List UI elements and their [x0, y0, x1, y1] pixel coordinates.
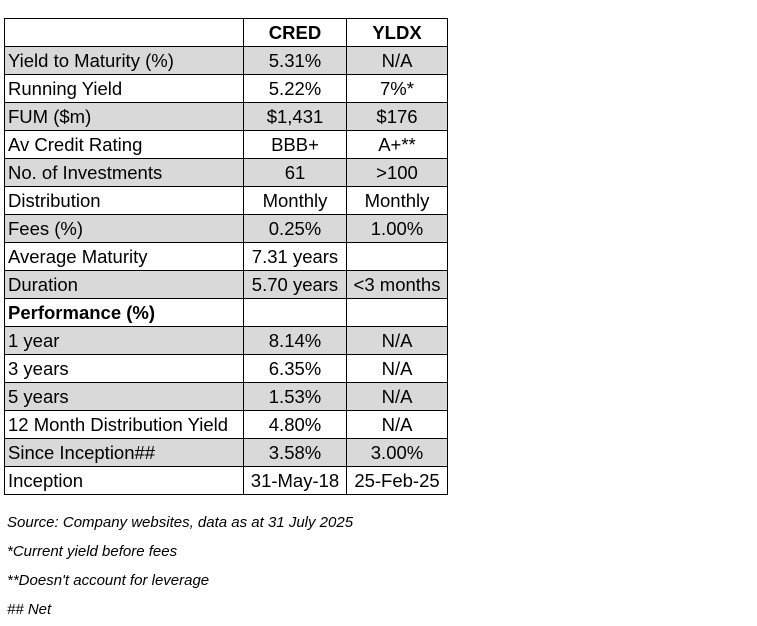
cred-value: 31-May-18: [244, 467, 347, 495]
table-row: [5, 75, 448, 103]
row-label: Yield to Maturity (%): [5, 47, 244, 75]
row-label: Performance (%): [5, 299, 244, 327]
comparison-table: [4, 18, 448, 495]
row-label: 3 years: [5, 355, 244, 383]
footnote-current-yield: *Current yield before fees: [7, 543, 178, 560]
table-row: [5, 411, 448, 439]
table-row: [5, 467, 448, 495]
table-row: [5, 47, 448, 75]
row-label: Average Maturity: [5, 243, 244, 271]
yldx-value: [347, 243, 448, 271]
table-row: [5, 299, 448, 327]
table-row: [5, 355, 448, 383]
table-row: [5, 439, 448, 467]
table-row: [5, 215, 448, 243]
row-label: Since Inception##: [5, 439, 244, 467]
cred-value: $1,431: [244, 103, 347, 131]
row-label: Inception: [5, 467, 244, 495]
yldx-value: 25-Feb-25: [347, 467, 448, 495]
row-label: Av Credit Rating: [5, 131, 244, 159]
yldx-value: Monthly: [347, 187, 448, 215]
row-label: 5 years: [5, 383, 244, 411]
cred-value: 5.70 years: [244, 271, 347, 299]
yldx-value: A+**: [347, 131, 448, 159]
cred-value: 1.53%: [244, 383, 347, 411]
cred-value: 0.25%: [244, 215, 347, 243]
cred-value: 3.58%: [244, 439, 347, 467]
yldx-value: [347, 299, 448, 327]
yldx-value: N/A: [347, 411, 448, 439]
footnote-net: ## Net: [7, 601, 52, 618]
row-label: Running Yield: [5, 75, 244, 103]
header-row: [5, 19, 448, 47]
yldx-value: 3.00%: [347, 439, 448, 467]
header-blank: [5, 19, 244, 47]
row-label: Fees (%): [5, 215, 244, 243]
row-label: 12 Month Distribution Yield: [5, 411, 244, 439]
table-row: [5, 271, 448, 299]
table-row: [5, 103, 448, 131]
row-label: Duration: [5, 271, 244, 299]
yldx-value: N/A: [347, 383, 448, 411]
cred-value: 7.31 years: [244, 243, 347, 271]
row-label: 1 year: [5, 327, 244, 355]
yldx-value: 1.00%: [347, 215, 448, 243]
table-row: [5, 159, 448, 187]
yldx-value: N/A: [347, 327, 448, 355]
cred-value: [244, 299, 347, 327]
cred-value: Monthly: [244, 187, 347, 215]
cred-value: 4.80%: [244, 411, 347, 439]
yldx-value: $176: [347, 103, 448, 131]
header-yldx: YLDX: [347, 19, 448, 47]
footnote-leverage: **Doesn't account for leverage: [7, 572, 210, 589]
row-label: Distribution: [5, 187, 244, 215]
source-note: Source: Company websites, data as at 31 July 2025: [7, 514, 354, 531]
row-label: No. of Investments: [5, 159, 244, 187]
table-row: [5, 243, 448, 271]
yldx-value: N/A: [347, 47, 448, 75]
cred-value: 6.35%: [244, 355, 347, 383]
cred-value: BBB+: [244, 131, 347, 159]
table-row: [5, 187, 448, 215]
cred-value: 61: [244, 159, 347, 187]
header-cred: CRED: [244, 19, 347, 47]
yldx-value: 7%*: [347, 75, 448, 103]
cred-value: 5.31%: [244, 47, 347, 75]
cred-value: 5.22%: [244, 75, 347, 103]
yldx-value: >100: [347, 159, 448, 187]
row-label: FUM ($m): [5, 103, 244, 131]
table-row: [5, 131, 448, 159]
table-row: [5, 327, 448, 355]
table-row: [5, 383, 448, 411]
cred-value: 8.14%: [244, 327, 347, 355]
yldx-value: N/A: [347, 355, 448, 383]
yldx-value: <3 months: [347, 271, 448, 299]
